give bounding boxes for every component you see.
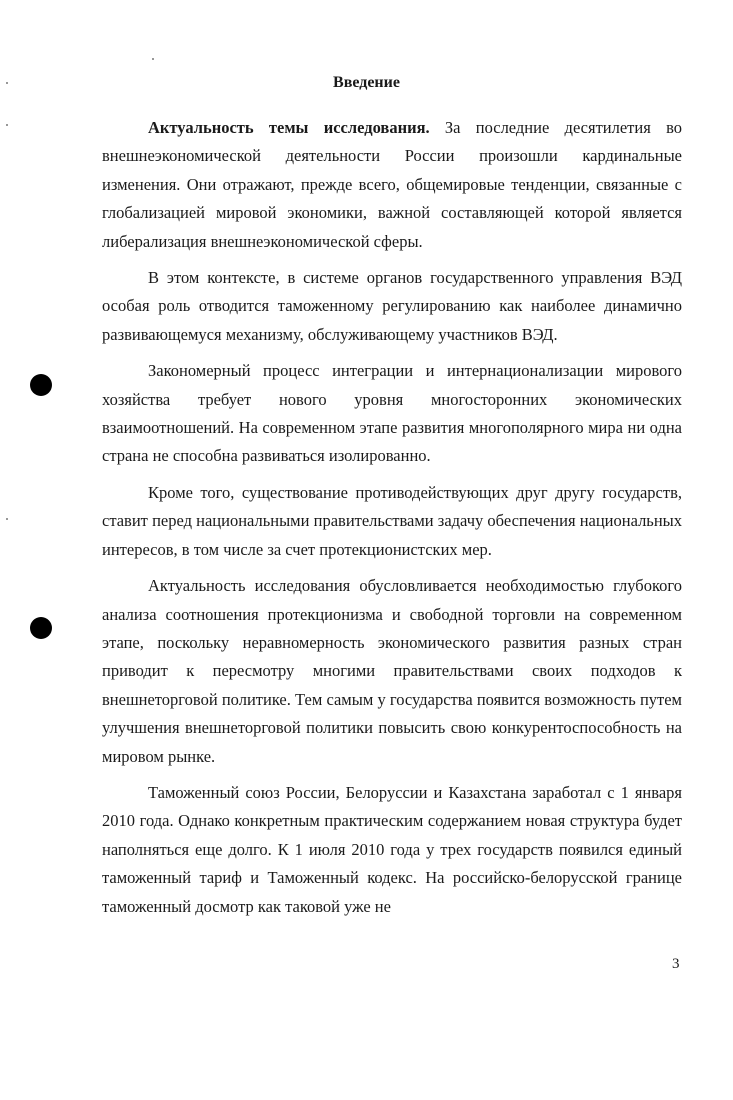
paragraph-protectionism: Кроме того, существование противодействующих друг другу государств, ставит перед национальными правительствами задачу обеспечения национальных интересов, в том числе за счет протекционистских мер. (102, 482, 682, 559)
paragraph-text: За последние десятилетия во внешнеэкономической деятельности России произошли кардинальные изменения. Они отражают, прежде всего, общемировые тенденции, связанные с глобализацией мировой экономики, важной составляющей которой является либерализация внешнеэкономической сферы. (102, 118, 683, 251)
punch-hole-top (30, 374, 52, 396)
paragraph-customs-regulation: В этом контексте, в системе органов государственного управления ВЭД особая роль отводится таможенному регулированию как наиболее динамично развивающемуся механизму, обслуживающему участников ВЭД. (102, 268, 682, 344)
page-number: 3 (672, 956, 680, 972)
paragraph-customs-union: Таможенный союз России, Белоруссии и Казахстана заработал с 1 января 2010 года. Однако конкретным практическим содержанием новая структура будет наполняться еще долго. К 1 июля 2010 года у трех государств появился единый таможенный тариф и Таможенный кодекс. На российско-белорусской границе таможенный досмотр как таковой уже не (102, 782, 682, 916)
paragraph-lead: Актуальность темы исследования. (148, 118, 430, 137)
body-text (102, 114, 682, 929)
page-title: Введение (333, 74, 400, 91)
scan-speck (6, 518, 8, 520)
punch-hole-bottom (30, 617, 52, 639)
scan-speck (6, 124, 8, 126)
paragraph-relevance-topic (102, 114, 682, 256)
paragraph-integration: Закономерный процесс интеграции и интернационализации мирового хозяйства требует нового уровня многосторонних экономических взаимоотношений. На современном этапе развития многополярного мира ни одна страна не способна развиваться изолированно. (102, 361, 682, 466)
paragraph-relevance-research: Актуальность исследования обусловливается необходимостью глубокого анализа соотношения протекционизма и свободной торговли на современном этапе, поскольку неравномерность экономического развития разных стран приводит к пересмотру многими правительствами своих подходов к внешнеторговой политике. Тем самым у государства появится возможность путем улучшения внешнеторговой политики повысить свою конкурентоспособность на мировом рынке. (102, 576, 682, 766)
scan-speck (152, 58, 154, 60)
